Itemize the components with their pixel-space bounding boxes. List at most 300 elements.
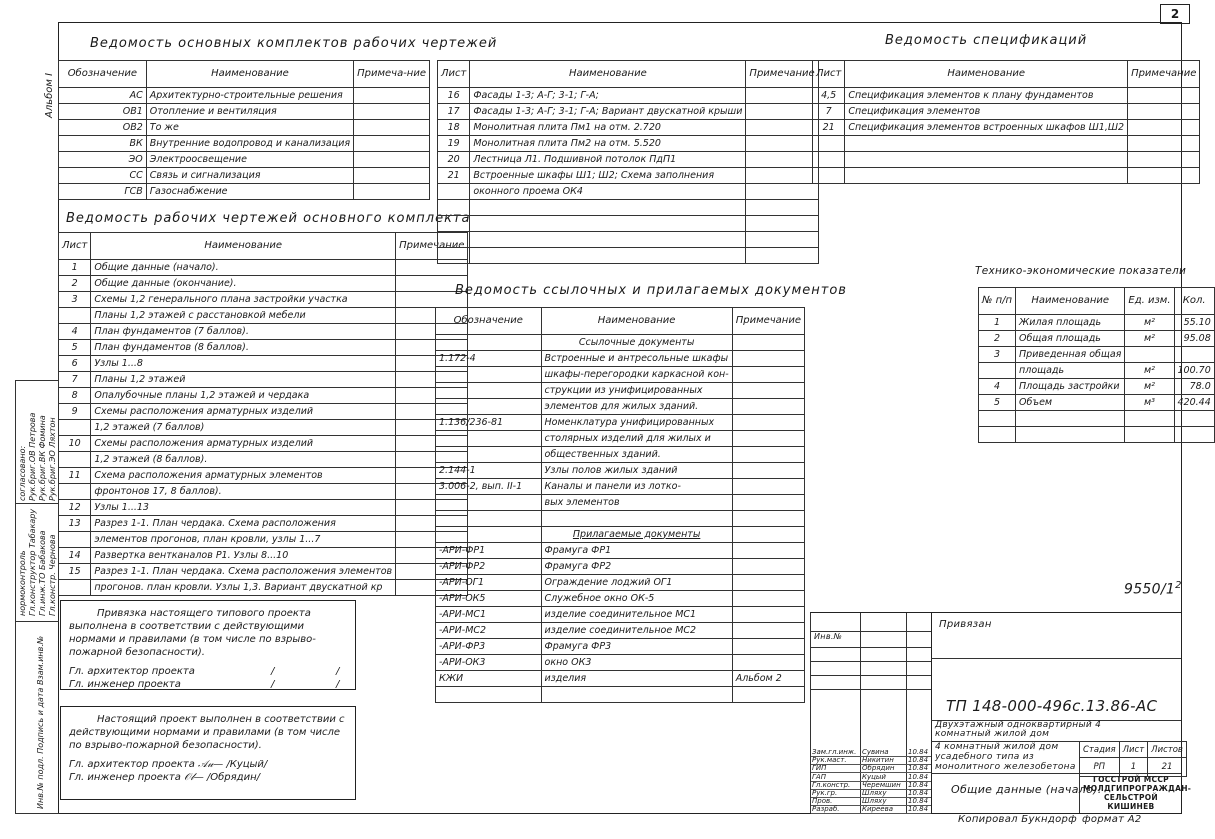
table-cell: Фасады 1-3; А-Г; 3-1; Г-А; [470,88,746,104]
table-cell [813,152,845,168]
table-cell: 8 [59,388,91,404]
table-cell: -АРИ-МС1 [436,607,542,623]
column-header: Наименование [1016,288,1125,315]
table-row [813,152,1200,168]
table-cell: Встроенные шкафы Ш1; Ш2; Схема заполнения [470,168,746,184]
signer-name: Сувина [862,748,889,756]
table-cell: 1 [979,315,1016,331]
table-cell [354,136,430,152]
table-row [59,356,468,372]
table-cell: Развертка вентканалов Р1. Узлы 8...10 [91,548,396,564]
table-cell [438,232,470,248]
table-cell: Служебное окно ОК-5 [541,591,732,607]
table-cell: 13 [59,516,91,532]
divider [16,621,59,622]
table-row [59,388,468,404]
table-cell: План фундаментов (7 баллов). [91,324,396,340]
sheet-value: 1 [1119,758,1148,777]
table-header-row [59,61,430,88]
empty-cell [746,104,818,120]
table-row [436,543,805,559]
table-row [436,623,805,639]
table-cell [732,623,804,639]
table-cell: Приведенная общая [1016,347,1125,363]
table-cell: 55.10 [1174,315,1214,331]
table-row [813,88,1200,104]
table-cell: 4 [979,379,1016,395]
table-cell [59,484,91,500]
table-cell [354,120,430,136]
table-cell [732,607,804,623]
table-row [813,120,1200,136]
table-cell [436,511,542,527]
table-row [59,500,468,516]
table-header-row [59,233,468,260]
table-row [59,436,468,452]
signer-name: Обрядин [862,764,895,773]
table-cell: м² [1125,331,1174,347]
signer-role: Зам.гл.инж. [812,748,857,756]
building-desc: 4 комнатный жилой дом усадебного типа из монолитного железобетона [935,742,1076,772]
empty-cell [746,152,818,168]
table-cell: оконного проема ОК4 [470,184,746,200]
empty-cell [1128,104,1200,120]
table-cell: Спецификация элементов [845,104,1128,120]
table-cell: Общая площадь [1016,331,1125,347]
column-header: Обозначение [436,308,542,335]
table-row [59,260,468,276]
table-cell: элементов прогонов, план кровли, узлы 1...7 [91,532,396,548]
stage-table [1079,741,1187,777]
table-cell [1016,411,1125,427]
agreed-row: Рук.бриг.ЭО Ляхтон [48,417,57,501]
table-row [979,411,1215,427]
table-cell: Спецификация элементов к плану фундаментов [845,88,1128,104]
signer-date: 10.84 [908,780,929,789]
table-cell: 17 [438,104,470,120]
reference-docs-title: Ведомость ссылочных и прилагаемых документов [455,283,847,298]
table-row [436,367,805,383]
table-header-row [813,61,1200,88]
table-cell: Общие данные (начало). [91,260,396,276]
table-cell [732,447,804,463]
signer-date: 10.84 [908,772,929,781]
table-row [979,379,1215,395]
table-cell: Архитектурно-строительные решения [146,88,353,104]
sheets-label: Листов [1148,742,1187,758]
table-row [436,607,805,623]
table-cell [732,351,804,367]
chief-engineer-label: Гл. инженер проекта [69,772,181,783]
table-cell: 15 [59,564,91,580]
column-header: Обозначение [59,61,147,88]
table-cell: 3 [59,292,91,308]
table-row [59,88,430,104]
table-cell: изделие соединительное МС2 [541,623,732,639]
table-cell: Внутренние водопровод и канализация [146,136,353,152]
signer-role: Разраб. [812,805,840,814]
table-cell [59,580,91,596]
table-cell: Разрез 1-1. План чердака. Схема расположения элементов [91,564,396,580]
table-row [438,88,819,104]
column-header: Наименование [845,61,1128,88]
table-cell: Фрамуга ФР1 [541,543,732,559]
table-row [59,184,430,200]
table-cell: ОВ1 [59,104,147,120]
table-cell: площадь [1016,363,1125,379]
table-row [813,136,1200,152]
table-cell [470,248,746,264]
table-cell: АС [59,88,147,104]
table-cell [354,168,430,184]
table-row [59,484,468,500]
signer-date: 10.84 [908,797,929,806]
signer-name: Куцый [862,772,886,781]
table-cell: изделие соединительное МС1 [541,607,732,623]
table-cell: 78.0 [1174,379,1214,395]
table-cell [1125,427,1174,443]
signer-date: 10.84 [908,764,929,773]
table-cell: м³ [1125,395,1174,411]
table-cell [732,415,804,431]
binding-note-text: Привязка настоящего типового проекта выполнена в соответствии с действующими нормами и правилами (в том числе по взрыво-пожарной безопасности). [69,608,316,658]
table-cell: План фундаментов (8 баллов). [91,340,396,356]
signer-date: 10.84 [908,789,929,797]
table-row [438,104,819,120]
table-cell: элементов для жилых зданий. [541,399,732,415]
empty-cell [1128,152,1200,168]
table-cell [436,431,542,447]
table-cell: Фрамуга ФР2 [541,559,732,575]
signer-date: 10.84 [908,756,929,765]
table-cell: 1.136/236-81 [436,415,542,431]
signer-role: ГАП [812,772,826,781]
empty-cell [1128,136,1200,152]
table-row [438,216,819,232]
column-header: Примечание [732,308,804,335]
column-header: Примеча-ние [354,61,430,88]
table-cell: ОВ2 [59,120,147,136]
empty-cell [746,88,818,104]
table-cell: Фасады 1-3; А-Г; 3-1; Г-А; Вариант двускатной крыши [470,104,746,120]
table-cell: изделия [541,671,732,687]
table-cell: Схемы расположения арматурных изделий [91,404,396,420]
table-cell [732,687,804,703]
table-cell: Газоснабжение [146,184,353,200]
table-header-row [979,288,1215,315]
table-row [813,104,1200,120]
table-row [436,671,805,687]
table-row [59,516,468,532]
table-cell [732,463,804,479]
table-cell [436,335,542,351]
table-cell: 420.44 [1174,395,1214,411]
empty-cell [1128,168,1200,184]
table-row [59,452,468,468]
sheet-number: 2 [1160,4,1190,24]
table-cell [732,527,804,543]
table-cell: 2.144-1 [436,463,542,479]
signer-name: Шляху [862,789,887,797]
chief-architect-name: /Куцый/ [226,759,268,770]
table-cell [541,687,732,703]
table-cell [436,687,542,703]
table-cell [979,427,1016,443]
table-cell: 100.70 [1174,363,1214,379]
table-cell: То же [146,120,353,136]
table-row [59,292,468,308]
table-cell: Фрамуга ФР3 [541,639,732,655]
empty-cell [746,200,818,216]
column-header: Наименование [541,308,732,335]
table-row [438,248,819,264]
working-drawings-title: Ведомость рабочих чертежей основного комплекта [66,211,471,226]
table-cell: Узлы 1...13 [91,500,396,516]
norm-row: Гл.констр. Чернова [48,534,57,616]
table-cell [354,104,430,120]
empty-cell [746,184,818,200]
table-row [59,580,468,596]
compliance-architect: Гл. архитектор проекта 𝒜𝓊— /Куцый/ [69,759,268,770]
compliance-note [60,706,356,800]
tep-title: Технико-экономические показатели [975,265,1187,277]
doc-code-value: 9550/1 [1124,581,1176,598]
column-header: Наименование [470,61,746,88]
main-sets-title: Ведомость основных комплектов рабочих чертежей [90,36,498,51]
table-cell [732,399,804,415]
table-cell: Общие данные (окончание). [91,276,396,292]
table-cell: Электроосвещение [146,152,353,168]
agreed-label: согласовано: [18,445,27,501]
table-cell: КЖИ [436,671,542,687]
norm-row: Гл.инж.ТО Бабакова [38,530,47,616]
table-cell [732,639,804,655]
table-cell: Лестница Л1. Подшивной потолок ПдП1 [470,152,746,168]
table-cell [59,532,91,548]
table-cell [845,136,1128,152]
table-cell: 18 [438,120,470,136]
empty-cell [746,120,818,136]
table-row [436,527,805,543]
table-cell: Связь и сигнализация [146,168,353,184]
table-cell [732,655,804,671]
table-cell: Монолитная плита Пм2 на отм. 5.520 [470,136,746,152]
table-row [59,564,468,580]
table-cell [732,383,804,399]
table-cell: 14 [59,548,91,564]
table-cell: СС [59,168,147,184]
table-cell: 95.08 [1174,331,1214,347]
table-row [59,276,468,292]
specifications-table [812,60,1200,184]
table-cell [541,511,732,527]
table-cell [438,248,470,264]
table-cell: 2 [59,276,91,292]
table-cell: Схемы расположения арматурных изделий [91,436,396,452]
table-cell: Отопление и вентиляция [146,104,353,120]
format-label: формат А2 [1082,814,1142,825]
table-cell [732,479,804,495]
table-row [436,431,805,447]
table-cell [979,411,1016,427]
table-row [438,168,819,184]
table-cell [59,420,91,436]
compliance-engineer: Гл. инженер проекта 𝒪𝓁— /Обрядин/ [69,772,260,783]
column-header: Ед. изм. [1125,288,1174,315]
table-row [436,463,805,479]
table-cell [732,591,804,607]
table-row [59,324,468,340]
table-row [436,383,805,399]
table-cell [436,527,542,543]
table-cell [732,575,804,591]
table-cell: 7 [813,104,845,120]
table-row [979,315,1215,331]
table-row [59,548,468,564]
agreed-row: Рук.бриг.ВК Фомина [38,415,47,501]
table-cell: Жилая площадь [1016,315,1125,331]
table-cell: 1,2 этажей (7 баллов) [91,420,396,436]
signer-role: Гл.констр. [812,780,851,789]
table-cell: ВК [59,136,147,152]
table-cell [436,495,542,511]
table-cell [354,152,430,168]
table-cell: 1,2 этажей (8 баллов). [91,452,396,468]
empty-cell [746,136,818,152]
table-cell [813,136,845,152]
table-cell: Монолитная плита Пм1 на отм. 2.720 [470,120,746,136]
table-cell [732,335,804,351]
chief-engineer-name: /Обрядин/ [206,772,260,783]
table-cell: Узлы 1...8 [91,356,396,372]
table-row [436,575,805,591]
table-cell: 2 [979,331,1016,347]
table-cell [732,543,804,559]
table-cell [438,184,470,200]
signer-date: 10.84 [908,748,929,756]
table-cell [436,447,542,463]
doc-code [1124,580,1182,598]
working-drawings-continuation-table [437,60,819,264]
inventory-label: Инв.№ подл. Подпись и дата Взам.инв.№ [36,635,45,809]
sheet-label: Лист [1119,742,1148,758]
table-cell: Альбом 2 [732,671,804,687]
table-cell: 4,5 [813,88,845,104]
table-cell [732,495,804,511]
empty-cell [746,216,818,232]
table-cell: 1 [59,260,91,276]
table-cell: 21 [438,168,470,184]
table-cell: Ограждение лоджий ОГ1 [541,575,732,591]
table-cell [732,367,804,383]
table-row [979,331,1215,347]
table-cell: м² [1125,315,1174,331]
table-cell: 7 [59,372,91,388]
table-cell: -АРИ-ОГ1 [436,575,542,591]
table-cell [813,168,845,184]
empty-cell [746,232,818,248]
table-cell: ГСВ [59,184,147,200]
table-cell [470,216,746,232]
binding-architect: Гл. архитектор проекта / / [69,666,340,677]
table-cell: -АРИ-ФР3 [436,639,542,655]
table-row [438,152,819,168]
table-cell [438,200,470,216]
table-cell [979,363,1016,379]
table-cell [354,184,430,200]
sheet-title: Общие данные (начало). [951,783,1102,796]
table-row [59,404,468,420]
designation: ТП 148-000-496с.13.86-АС [946,697,1158,715]
table-cell: фронтонов 17, 8 баллов). [91,484,396,500]
title-block [810,612,1192,814]
table-cell: Планы 1,2 этажей с расстановкой мебели [91,308,396,324]
chief-architect-label: Гл. архитектор проекта [69,666,195,677]
table-row [59,168,430,184]
table-cell: Планы 1,2 этажей [91,372,396,388]
table-cell [354,88,430,104]
table-cell: -АРИ-МС2 [436,623,542,639]
table-row [979,427,1215,443]
table-cell [436,383,542,399]
table-row [59,308,468,324]
specifications-title: Ведомость спецификаций [885,33,1088,48]
table-row [979,347,1215,363]
table-row [438,120,819,136]
left-stamp [15,380,59,814]
table-row [436,639,805,655]
column-header: № п/п [979,288,1016,315]
table-row [436,687,805,703]
table-row [59,532,468,548]
table-cell [59,308,91,324]
table-cell: Разрез 1-1. План чердака. Схема расположения [91,516,396,532]
table-cell: 12 [59,500,91,516]
column-header: Примечание [1128,61,1200,88]
table-row [813,168,1200,184]
table-cell: окно ОК3 [541,655,732,671]
stage-value: РП [1080,758,1120,777]
table-cell: м² [1125,363,1174,379]
table-row [979,395,1215,411]
column-header: Лист [813,61,845,88]
project-name: Двухэтажный одноквартирный 4 комнатный жилой дом [935,720,1102,739]
table-row [436,447,805,463]
table-cell: струкции из унифицированных [541,383,732,399]
empty-cell [1128,88,1200,104]
column-header: Лист [59,233,91,260]
signer-role: Рук.гр. [812,789,838,797]
column-header: Наименование [91,233,396,260]
table-cell [436,399,542,415]
empty-cell [746,168,818,184]
main-sets-table [58,60,430,200]
empty-cell [1128,120,1200,136]
empty-cell [746,248,818,264]
table-cell: Ссылочные документы [541,335,732,351]
table-cell: 21 [813,120,845,136]
table-row [59,152,430,168]
table-cell: -АРИ-ФР2 [436,559,542,575]
table-row [436,351,805,367]
table-cell: Опалубочные планы 1,2 этажей и чердака [91,388,396,404]
table-cell: -АРИ-ФР1 [436,543,542,559]
table-row [438,136,819,152]
compliance-note-text: Настоящий проект выполнен в соответствии с действующими нормами и правилами (в том числе по взрыво-пожарной безопасности). [69,714,345,751]
signer-role: Рук.маст. [812,756,847,765]
table-cell: Встроенные и антресольные шкафы [541,351,732,367]
column-header: Примечание [396,233,468,260]
